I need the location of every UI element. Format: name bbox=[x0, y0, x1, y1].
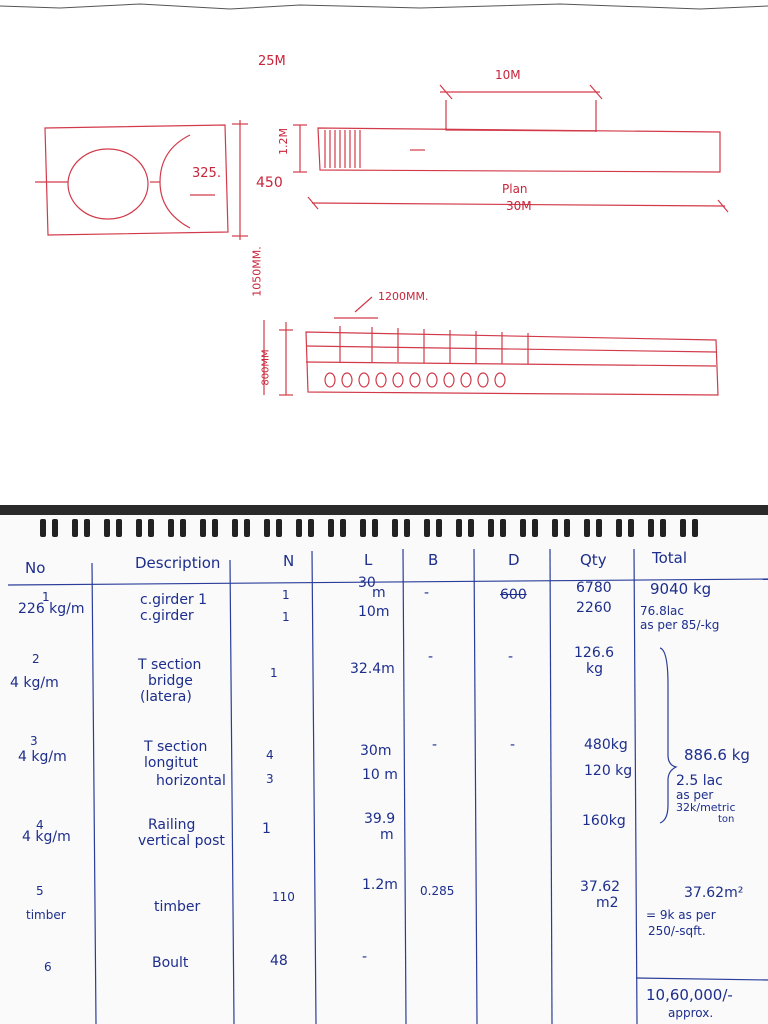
page-gap bbox=[0, 505, 768, 515]
row5-qty-1: 37.62 bbox=[580, 879, 621, 895]
row2-n: 1 bbox=[270, 666, 278, 680]
dim-450: 450 bbox=[256, 175, 283, 191]
row3-n-1: 4 bbox=[266, 748, 274, 762]
row2-qty-2: kg bbox=[586, 661, 603, 677]
row3-qty-1: 480kg bbox=[584, 737, 628, 753]
row5-desc: timber bbox=[154, 899, 201, 915]
row1-l-1: 30 bbox=[358, 575, 376, 591]
row2-d: - bbox=[508, 649, 514, 665]
estimate-page bbox=[0, 515, 768, 1024]
dim-25m: 25M bbox=[258, 54, 286, 69]
row3-b: - bbox=[432, 737, 438, 753]
row2-desc-2: bridge bbox=[148, 673, 193, 689]
dim-30m: 30M bbox=[506, 199, 532, 213]
row3-n-2: 3 bbox=[266, 772, 274, 786]
row3-desc-3: horizontal bbox=[156, 773, 226, 789]
row1-total-2: 76.8lac bbox=[640, 604, 685, 618]
row2-desc-1: T section bbox=[138, 657, 202, 673]
row3-total-1: 886.6 kg bbox=[684, 746, 750, 764]
row5-total-1: 37.62m² bbox=[684, 885, 744, 901]
row1-desc-1: c.girder 1 bbox=[140, 592, 208, 608]
row1-total-1: 9040 kg bbox=[650, 580, 712, 598]
grand-total: 10,60,000/- bbox=[646, 986, 733, 1004]
header-d: D bbox=[508, 551, 520, 569]
row2-rate: 4 kg/m bbox=[10, 675, 59, 691]
row2-desc-3: (latera) bbox=[140, 689, 192, 705]
dim-800mm: 800MM bbox=[260, 349, 272, 386]
row1-b: - bbox=[424, 585, 430, 601]
dim-325: 325. bbox=[192, 166, 221, 181]
row3-no: 3 bbox=[30, 734, 38, 748]
bridge-sketch bbox=[0, 0, 768, 505]
row3-desc-1: T section bbox=[144, 739, 208, 755]
row5-qty-2: m2 bbox=[596, 895, 619, 911]
row2-b: - bbox=[428, 649, 434, 665]
row3-total-4: 32k/metric bbox=[676, 801, 736, 814]
row3-qty-2: 120 kg bbox=[584, 763, 633, 779]
header-qty: Qty bbox=[580, 551, 607, 569]
row4-desc-1: Railing bbox=[148, 817, 196, 833]
row1-l-2: 10m bbox=[358, 604, 390, 620]
row1-qty-2: 2260 bbox=[576, 600, 612, 616]
row4-l-1: 39.9 bbox=[364, 811, 396, 827]
dim-1-2m: 1.2M bbox=[276, 128, 290, 155]
row5-b: 0.285 bbox=[420, 884, 455, 898]
row5-l: 1.2m bbox=[362, 877, 398, 893]
sketch-page bbox=[0, 0, 768, 505]
row6-desc: Boult bbox=[152, 955, 189, 971]
row1-d: 600 bbox=[500, 587, 527, 603]
dim-10m: 10M bbox=[495, 68, 521, 82]
row3-total-2: 2.5 lac bbox=[676, 773, 723, 789]
row1-qty-1: 6780 bbox=[576, 580, 612, 596]
header-description: Description bbox=[135, 554, 221, 572]
row1-total-3: as per 85/-kg bbox=[640, 618, 720, 632]
elevation-drawing bbox=[264, 297, 718, 395]
header-l: L bbox=[364, 551, 373, 569]
row3-rate: 4 kg/m bbox=[18, 749, 67, 765]
plan-label: Plan bbox=[502, 182, 528, 196]
row4-n: 1 bbox=[262, 821, 271, 837]
row1-desc-2: c.girder bbox=[140, 608, 194, 624]
header-total: Total bbox=[652, 549, 688, 567]
header-no: No bbox=[25, 559, 46, 577]
dim-1200mm: 1200MM. bbox=[378, 290, 429, 303]
row4-l-2: m bbox=[380, 827, 394, 843]
row3-l-2: 10 m bbox=[362, 767, 398, 783]
grand-total-note: approx. bbox=[668, 1006, 714, 1020]
header-n: N bbox=[283, 552, 295, 570]
row2-no: 2 bbox=[32, 652, 40, 666]
row3-total-5: ton bbox=[718, 814, 735, 825]
row5-rate: timber bbox=[26, 908, 66, 922]
row2-qty-1: 126.6 bbox=[574, 645, 615, 661]
row6-no: 6 bbox=[44, 960, 52, 974]
row1-l-unit: m bbox=[372, 585, 386, 601]
row1-no: 1 bbox=[42, 590, 50, 604]
row3-l-1: 30m bbox=[360, 743, 392, 759]
page-edge bbox=[0, 4, 768, 9]
row5-no: 5 bbox=[36, 884, 44, 898]
row5-total-3: 250/-sqft. bbox=[648, 924, 706, 938]
row6-n: 48 bbox=[270, 953, 288, 969]
row5-n: 110 bbox=[272, 890, 295, 904]
row5-total-2: = 9k as per bbox=[646, 908, 716, 922]
row3-total-3: as per bbox=[676, 788, 714, 802]
row3-d: - bbox=[510, 737, 516, 753]
row4-rate: 4 kg/m bbox=[22, 829, 71, 845]
dim-1050mm: 1050MM. bbox=[250, 246, 264, 297]
row4-desc-2: vertical post bbox=[138, 833, 225, 849]
row4-qty: 160kg bbox=[582, 813, 626, 829]
row4-no: 4 bbox=[36, 818, 44, 832]
row1-n-1: 1 bbox=[282, 588, 290, 602]
row2-l: 32.4m bbox=[350, 661, 395, 677]
row3-desc-2: longitut bbox=[144, 755, 198, 771]
row1-n-2: 1 bbox=[282, 610, 290, 624]
row1-rate: 226 kg/m bbox=[18, 601, 85, 617]
row6-l: - bbox=[362, 949, 368, 965]
header-b: B bbox=[428, 551, 439, 569]
